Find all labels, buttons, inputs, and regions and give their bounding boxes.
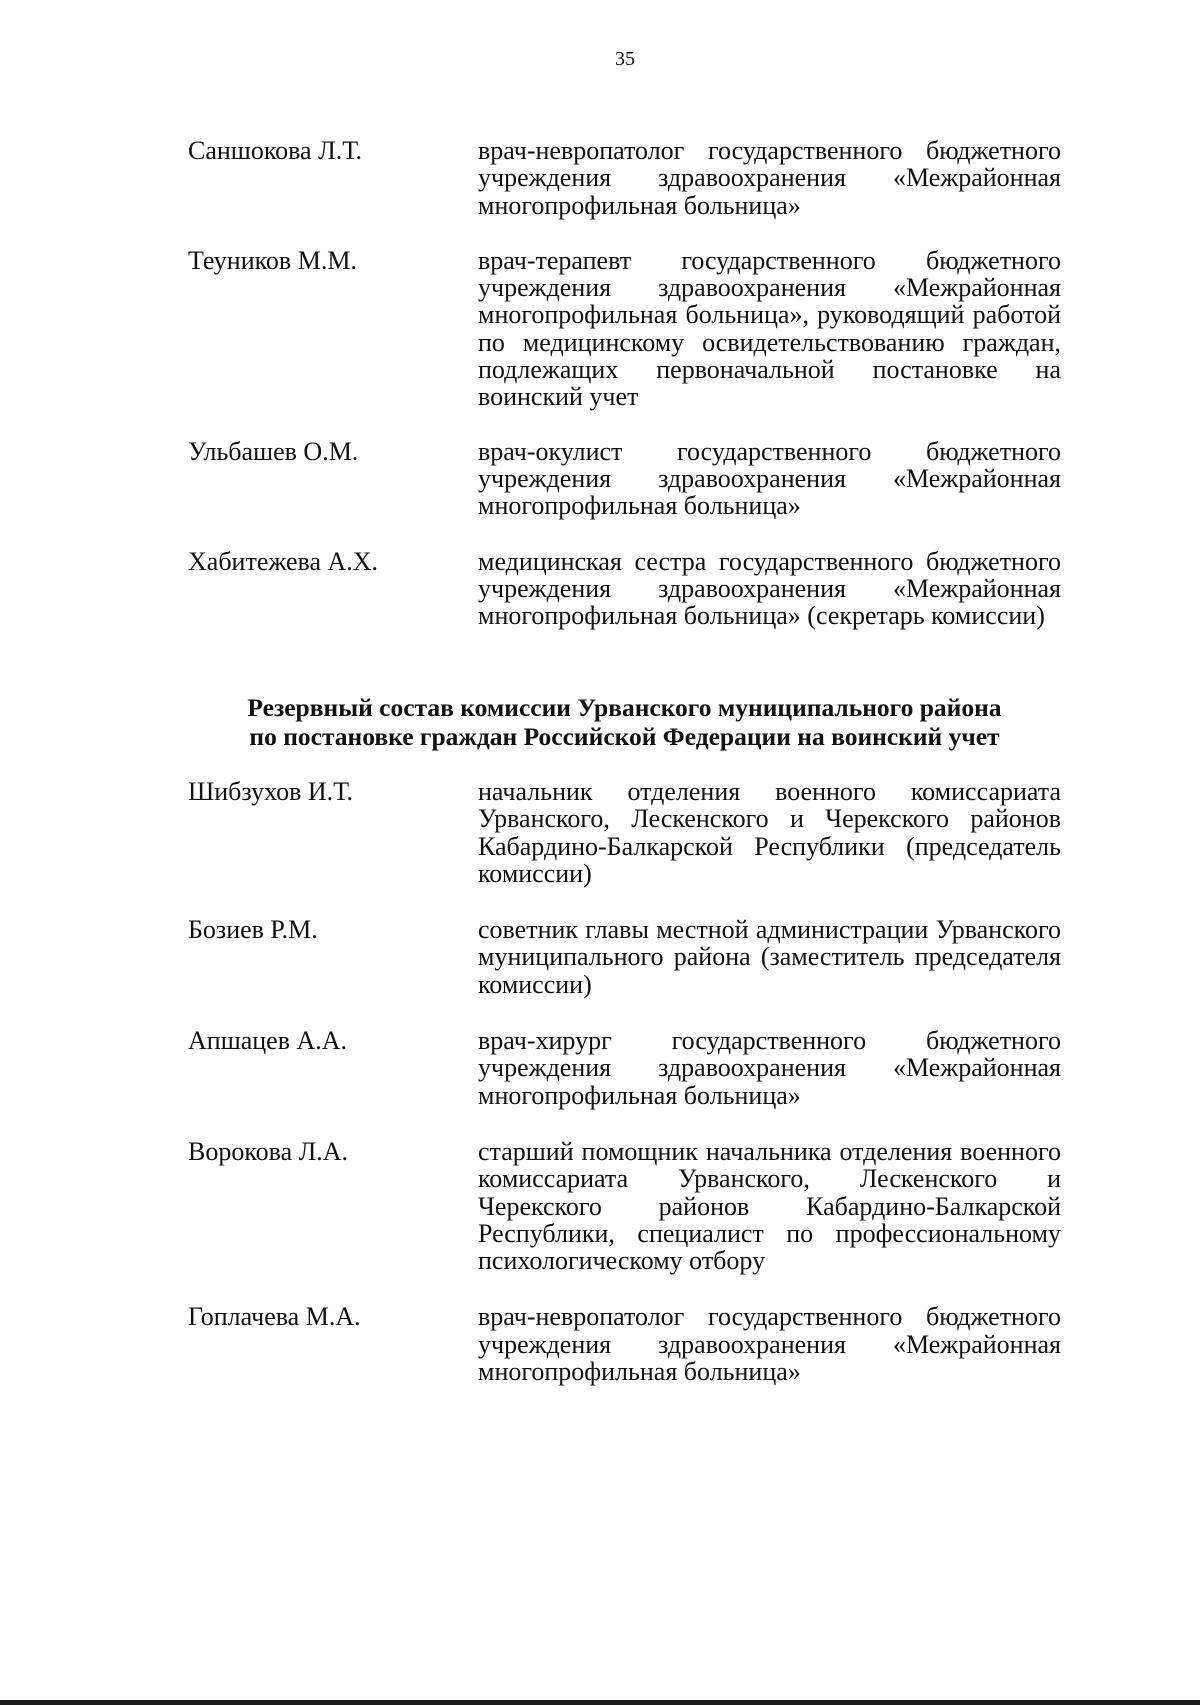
members-list bbox=[188, 137, 1061, 629]
member-name: Теуников М.М. bbox=[188, 245, 357, 275]
member-role: врач-невропатолог государственного бюджетного учреждения здравоохранения «Межрайонная многопрофильная больница» bbox=[478, 1302, 1061, 1387]
member-role: врач-невропатолог государственного бюджетного учреждения здравоохранения «Межрайонная многопрофильная больница» bbox=[478, 136, 1061, 220]
reserve-title-line-2: по постановке граждан Российской Федерации на воинский учет bbox=[249, 722, 1000, 751]
member-role: медицинская сестра государственного бюджетного учреждения здравоохранения «Межрайонная многопрофильная больница» (секретарь комиссии) bbox=[478, 546, 1061, 631]
reserve-members-list bbox=[188, 778, 1061, 1385]
member-name: Хабитежева А.Х. bbox=[188, 546, 379, 576]
reserve-member-entry bbox=[188, 1138, 1061, 1274]
reserve-section-title bbox=[188, 693, 1061, 751]
member-name: Саншокова Л.Т. bbox=[188, 136, 363, 165]
member-role: врач-окулист государственного бюджетного учреждения здравоохранения «Межрайонная многопрофильная больница» bbox=[478, 436, 1061, 521]
scan-bottom-edge bbox=[0, 1700, 1200, 1705]
member-entry bbox=[188, 137, 1061, 219]
member-name: Ульбашев О.М. bbox=[188, 436, 359, 466]
member-entry bbox=[188, 247, 1061, 411]
member-name: Шибзухов И.Т. bbox=[188, 777, 353, 806]
member-role: старший помощник начальника отделения военного комиссариата Урванского, Лескенского и Черекского районов Кабардино-Балкарской Республики, специалист по профессиональному психологическому отбору bbox=[478, 1136, 1061, 1276]
member-entry bbox=[188, 548, 1061, 630]
page-number: 35 bbox=[615, 48, 635, 70]
member-name: Бозиев Р.М. bbox=[188, 915, 318, 945]
member-entry bbox=[188, 438, 1061, 520]
member-name: Гоплачева М.А. bbox=[188, 1302, 361, 1332]
reserve-title-line-1: Резервный состав комиссии Урванского муниципального района bbox=[247, 693, 1002, 722]
reserve-member-entry bbox=[188, 1027, 1061, 1109]
reserve-member-entry bbox=[188, 1303, 1061, 1385]
member-name: Ворокова Л.А. bbox=[188, 1136, 349, 1166]
member-role: врач-хирург государственного бюджетного учреждения здравоохранения «Межрайонная многопрофильная больница» bbox=[478, 1026, 1061, 1110]
member-role: врач-терапевт государственного бюджетного учреждения здравоохранения «Межрайонная многопрофильная больница», руководящий работой по медицинскому освидетельствованию граждан, подлежащих первоначальной постановке на воинский учет bbox=[478, 245, 1061, 412]
member-role: советник главы местной администрации Урванского муниципального района (заместитель председателя комиссии) bbox=[478, 915, 1061, 999]
member-role: начальник отделения военного комиссариата Урванского, Лескенского и Черекского районов Кабардино-Балкарской Республики (председатель комиссии) bbox=[478, 777, 1061, 888]
member-name: Апшацев А.А. bbox=[188, 1026, 348, 1056]
reserve-member-entry bbox=[188, 916, 1061, 998]
reserve-member-entry bbox=[188, 778, 1061, 887]
